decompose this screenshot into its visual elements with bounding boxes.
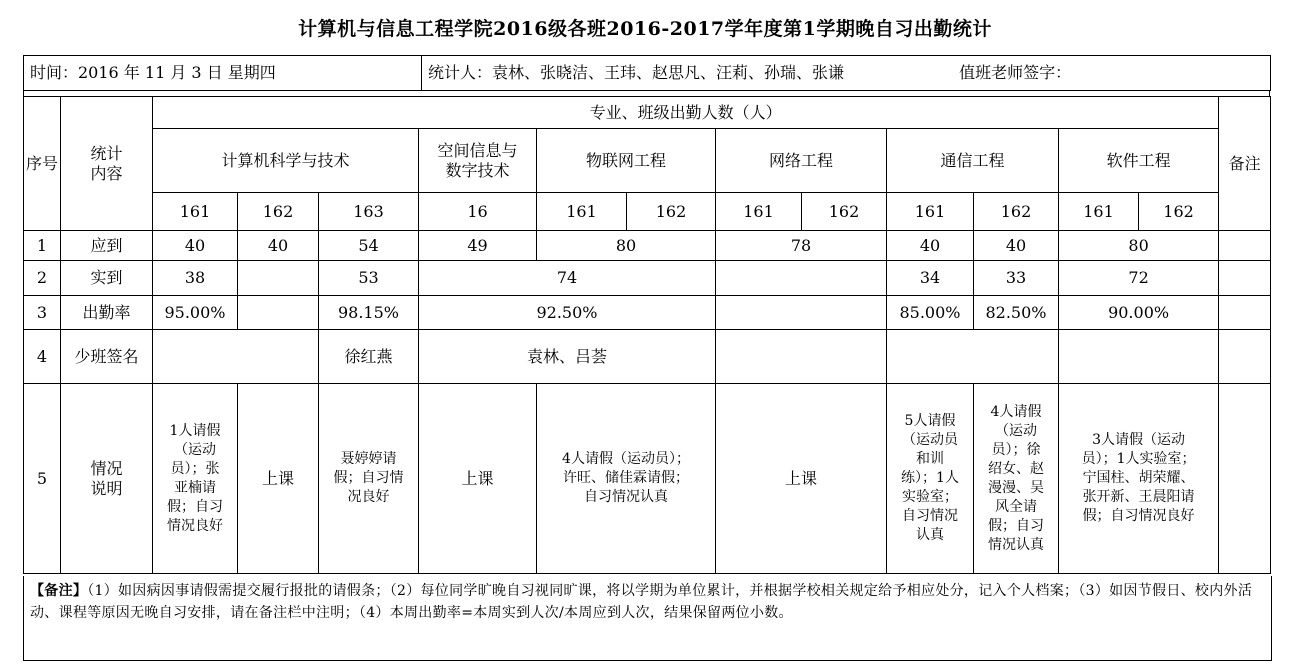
major-network: 网络工程 (716, 129, 887, 193)
cell-value: 33 (974, 261, 1059, 296)
class-iot-162: 162 (627, 193, 716, 231)
info-table (23, 55, 1271, 91)
group-header: 专业、班级出勤人数（人） (153, 97, 1219, 129)
cell-value: 82.50% (974, 296, 1059, 330)
remark-header: 备注 (1219, 97, 1271, 231)
footnote (23, 576, 1272, 661)
cell-value: 72 (1059, 261, 1219, 296)
class-cs-163: 163 (319, 193, 419, 231)
remark-cell (1219, 330, 1271, 384)
major-space-text: 空间信息与 数字技术 (437, 140, 518, 180)
cell-value: 38 (153, 261, 238, 296)
cell-value: 袁林、吕荟 (419, 330, 716, 384)
cell-value: 95.00% (153, 296, 238, 330)
cell-empty (887, 330, 1059, 384)
remark-cell (1219, 231, 1271, 261)
class-tel-162: 162 (974, 193, 1059, 231)
cell-text: 5人请假 （运动员 和训 练）；1人 实验室； 自习情况 认真 (901, 413, 959, 543)
table-row (24, 384, 1271, 574)
class-cs-161: 161 (153, 193, 238, 231)
cell-text: 4人请假 （运动 员）；徐 绍女、赵 漫漫、吴 风全请 假；自习 情况认真 (988, 403, 1044, 553)
class-soft-161: 161 (1059, 193, 1139, 231)
major-iot: 物联网工程 (537, 129, 716, 193)
class-space-16: 16 (419, 193, 537, 231)
cell-value: 40 (974, 231, 1059, 261)
stats-people-field (422, 56, 1271, 91)
note-prefix: 【备注】 (30, 583, 88, 599)
seq-header: 序号 (24, 97, 61, 231)
row-label: 实到 (61, 261, 153, 296)
date-field: 时间：2016 年 11 月 3 日 星期四 (24, 56, 422, 91)
cell-value (319, 384, 419, 574)
cell-value: 74 (419, 261, 716, 296)
cell-text: 4人请假（运动员）； 许旺、储佳霖请假； 自习情况认真 (562, 451, 690, 505)
major-space (419, 129, 537, 193)
table-row (24, 261, 1271, 296)
note-text: （1）如因病因事请假需提交履行报批的请假条；（2）每位同学旷晚自习视同旷课，将以学期为单位累计，并根据学校相关规定给予相应处分，记入个人档案；（3）如因节假日、校内外活动、课程等原因无晚自习安排，请在备注栏中注明；（4）本周出勤率=本周实到人次/本周应到人次，结果保留两位小数。 (30, 583, 1253, 621)
table-row (24, 296, 1271, 330)
cell-value: 80 (537, 231, 716, 261)
class-tel-161: 161 (887, 193, 974, 231)
row-label: 少班签名 (61, 330, 153, 384)
class-iot-161: 161 (537, 193, 627, 231)
major-software: 软件工程 (1059, 129, 1219, 193)
cell-text: 3人请假（运动 员）；1人实验室； 宁国柱、胡荣耀、 张开新、王晨阳请 假；自习情况良好 (1081, 432, 1196, 524)
cell-value: 40 (153, 231, 238, 261)
major-telecom: 通信工程 (887, 129, 1059, 193)
row-label (61, 384, 153, 574)
cell-text: 1人请假 （运动 员）；张 亚楠请 假；自习 情况良好 (167, 422, 223, 534)
stats-people: 统计人：袁林、张晓洁、王玮、赵思凡、汪莉、孙瑞、张谦 (428, 63, 845, 82)
cell-value (537, 384, 716, 574)
cell-value (1059, 384, 1219, 574)
cell-empty (238, 296, 319, 330)
cell-value: 90.00% (1059, 296, 1219, 330)
class-cs-162: 162 (238, 193, 319, 231)
cell-value: 徐红燕 (319, 330, 419, 384)
cell-value: 85.00% (887, 296, 974, 330)
cell-empty (238, 261, 319, 296)
row-label: 出勤率 (61, 296, 153, 330)
table-row (24, 231, 1271, 261)
cell-value: 80 (1059, 231, 1219, 261)
remark-cell (1219, 261, 1271, 296)
remark-cell (1219, 296, 1271, 330)
class-net-161: 161 (716, 193, 802, 231)
cell-empty (716, 296, 887, 330)
cell-value: 98.15% (319, 296, 419, 330)
cell-value (974, 384, 1059, 574)
cell-value: 34 (887, 261, 974, 296)
page-title: 计算机与信息工程学院2016级各班2016-2017学年度第1学期晚自习出勤统计 (298, 18, 992, 40)
cell-value: 40 (887, 231, 974, 261)
cell-empty (716, 261, 887, 296)
row-number: 2 (24, 261, 61, 296)
row-number: 3 (24, 296, 61, 330)
remark-cell (1219, 384, 1271, 574)
content-header (61, 97, 153, 231)
cell-value: 54 (319, 231, 419, 261)
cell-value: 40 (238, 231, 319, 261)
cell-value: 92.50% (419, 296, 716, 330)
row-label-text: 情况 说明 (90, 458, 123, 498)
class-net-162: 162 (802, 193, 887, 231)
cell-value: 78 (716, 231, 887, 261)
cell-text: 聂婷婷请 假；自习情 况良好 (333, 451, 404, 505)
table-row (24, 330, 1271, 384)
cell-value: 53 (319, 261, 419, 296)
attendance-table (23, 96, 1271, 574)
content-header-text: 统计 内容 (90, 143, 123, 183)
row-number: 4 (24, 330, 61, 384)
cell-empty (153, 330, 319, 384)
cell-value: 上课 (716, 384, 887, 574)
major-cs: 计算机科学与技术 (153, 129, 419, 193)
attendance-sheet (23, 55, 1270, 574)
cell-value: 上课 (238, 384, 319, 574)
row-number: 5 (24, 384, 61, 574)
teacher-sign-label: 值班老师签字： (959, 63, 1072, 82)
cell-value: 49 (419, 231, 537, 261)
class-soft-162: 162 (1139, 193, 1219, 231)
cell-value (153, 384, 238, 574)
cell-empty (1059, 330, 1219, 384)
cell-empty (716, 330, 887, 384)
row-number: 1 (24, 231, 61, 261)
cell-value (887, 384, 974, 574)
cell-value: 上课 (419, 384, 537, 574)
row-label: 应到 (61, 231, 153, 261)
